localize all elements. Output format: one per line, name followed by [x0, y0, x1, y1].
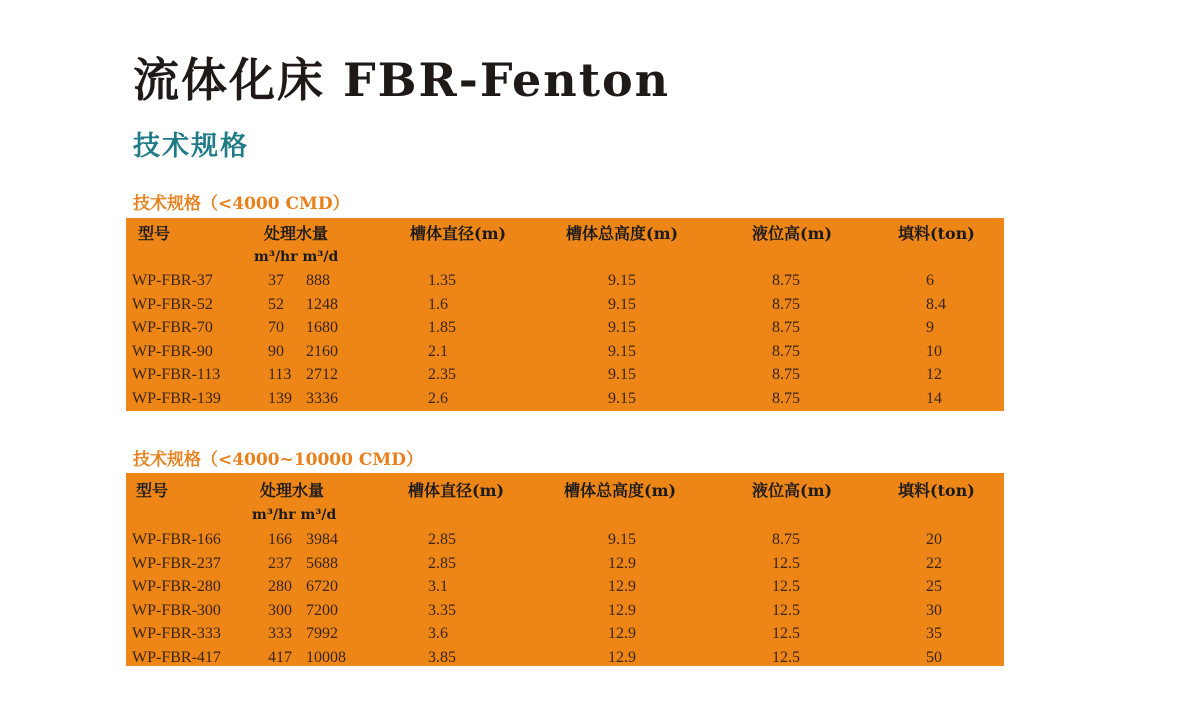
cell-flow-hr: 139: [268, 389, 292, 407]
cell-flow-d: 5688: [306, 554, 338, 572]
cell-diameter: 3.6: [428, 625, 448, 642]
table-row: [126, 600, 1004, 623]
page-title: 流体化床 FBR-Fenton: [133, 53, 671, 107]
section-subtitle: 技术规格: [133, 131, 249, 162]
cell-flow-d: 2712: [306, 366, 338, 383]
table-row: [126, 623, 1004, 646]
cell-model: WP-FBR-70: [132, 319, 213, 336]
cell-media: 14: [926, 389, 942, 407]
cell-liquid-level: 12.5: [772, 601, 800, 619]
table-row: [126, 270, 1004, 293]
cell-media: 35: [926, 625, 942, 642]
cell-media: 25: [926, 578, 942, 595]
table-2-heading: 技术规格（<4000~10000 CMD）: [133, 450, 423, 470]
table-row: [126, 647, 1004, 670]
table-row: [126, 576, 1004, 599]
col-header-flow-units: m³/hr m³/d: [252, 507, 337, 523]
cell-model: WP-FBR-280: [132, 578, 221, 595]
cell-total-height: 12.9: [608, 648, 636, 666]
cell-media: 20: [926, 531, 942, 548]
cell-media: 10: [926, 342, 942, 360]
cell-liquid-level: 8.75: [772, 342, 800, 360]
cell-media: 9: [926, 319, 934, 336]
cell-total-height: 9.15: [608, 531, 636, 548]
cell-liquid-level: 8.75: [772, 272, 800, 289]
cell-diameter: 2.85: [428, 554, 456, 572]
cell-diameter: 1.35: [428, 272, 456, 289]
cell-media: 30: [926, 601, 942, 619]
col-header-total-height: 槽体总高度(m): [564, 481, 677, 500]
col-header-liquid-level: 液位高(m): [752, 481, 833, 500]
cell-liquid-level: 8.75: [772, 295, 800, 313]
cell-flow-d: 3336: [306, 389, 338, 407]
cell-model: WP-FBR-37: [132, 272, 213, 289]
cell-total-height: 9.15: [608, 389, 636, 407]
col-header-diameter: 槽体直径(m): [410, 224, 507, 243]
cell-flow-d: 1680: [306, 319, 338, 336]
cell-diameter: 2.35: [428, 366, 456, 383]
cell-diameter: 3.1: [428, 578, 448, 595]
table-row: [126, 553, 1004, 576]
cell-flow-d: 6720: [306, 578, 338, 595]
cell-media: 50: [926, 648, 942, 666]
cell-liquid-level: 8.75: [772, 319, 800, 336]
table-row: [126, 317, 1004, 340]
spec-table-1: [126, 218, 1004, 411]
col-header-model: 型号: [136, 481, 169, 500]
cell-model: WP-FBR-417: [132, 648, 221, 666]
cell-model: WP-FBR-90: [132, 342, 213, 360]
cell-model: WP-FBR-237: [132, 554, 221, 572]
cell-diameter: 1.85: [428, 319, 456, 336]
cell-diameter: 2.1: [428, 342, 448, 360]
cell-flow-d: 888: [306, 272, 330, 289]
cell-liquid-level: 12.5: [772, 578, 800, 595]
cell-diameter: 2.85: [428, 531, 456, 548]
cell-total-height: 9.15: [608, 319, 636, 336]
cell-flow-hr: 333: [268, 625, 292, 642]
cell-flow-hr: 280: [268, 578, 292, 595]
cell-media: 22: [926, 554, 942, 572]
table-row: [126, 364, 1004, 387]
cell-media: 6: [926, 272, 934, 289]
cell-model: WP-FBR-52: [132, 295, 213, 313]
cell-liquid-level: 12.5: [772, 648, 800, 666]
col-header-flow: 处理水量: [264, 224, 329, 243]
table-row: [126, 388, 1004, 411]
cell-diameter: 3.85: [428, 648, 456, 666]
cell-media: 8.4: [926, 295, 946, 313]
cell-flow-hr: 52: [268, 295, 284, 313]
col-header-media: 填料(ton): [898, 481, 975, 500]
cell-flow-hr: 237: [268, 554, 292, 572]
cell-total-height: 9.15: [608, 342, 636, 360]
cell-flow-d: 7992: [306, 625, 338, 642]
cell-liquid-level: 8.75: [772, 531, 800, 548]
cell-flow-hr: 70: [268, 319, 284, 336]
cell-media: 12: [926, 366, 942, 383]
col-header-model: 型号: [138, 224, 171, 243]
cell-model: WP-FBR-300: [132, 601, 221, 619]
cell-flow-d: 10008: [306, 648, 346, 666]
cell-diameter: 2.6: [428, 389, 448, 407]
cell-diameter: 1.6: [428, 295, 448, 313]
cell-flow-hr: 417: [268, 648, 292, 666]
cell-total-height: 9.15: [608, 366, 636, 383]
table-row: [126, 294, 1004, 317]
cell-flow-d: 7200: [306, 601, 338, 619]
cell-flow-hr: 113: [268, 366, 292, 383]
cell-model: WP-FBR-139: [132, 389, 221, 407]
cell-model: WP-FBR-166: [132, 531, 221, 548]
col-header-total-height: 槽体总高度(m): [566, 224, 679, 243]
col-header-media: 填料(ton): [898, 224, 975, 243]
cell-diameter: 3.35: [428, 601, 456, 619]
cell-model: WP-FBR-333: [132, 625, 221, 642]
cell-total-height: 12.9: [608, 601, 636, 619]
cell-model: WP-FBR-113: [132, 366, 221, 383]
cell-liquid-level: 12.5: [772, 554, 800, 572]
spec-table-2: [126, 473, 1004, 666]
col-header-liquid-level: 液位高(m): [752, 224, 833, 243]
cell-flow-hr: 300: [268, 601, 292, 619]
col-header-diameter: 槽体直径(m): [408, 481, 505, 500]
cell-total-height: 12.9: [608, 625, 636, 642]
table-row: [126, 529, 1004, 552]
cell-total-height: 12.9: [608, 554, 636, 572]
cell-flow-hr: 90: [268, 342, 284, 360]
cell-flow-hr: 37: [268, 272, 284, 289]
col-header-flow: 处理水量: [260, 481, 325, 500]
table-1-heading: 技术规格（<4000 CMD）: [133, 194, 350, 214]
cell-flow-hr: 166: [268, 531, 292, 548]
table-row: [126, 341, 1004, 364]
cell-flow-d: 2160: [306, 342, 338, 360]
cell-liquid-level: 8.75: [772, 389, 800, 407]
cell-flow-d: 3984: [306, 531, 338, 548]
cell-liquid-level: 8.75: [772, 366, 800, 383]
cell-total-height: 9.15: [608, 272, 636, 289]
cell-liquid-level: 12.5: [772, 625, 800, 642]
col-header-flow-units: m³/hr m³/d: [254, 249, 339, 265]
cell-total-height: 12.9: [608, 578, 636, 595]
cell-flow-d: 1248: [306, 295, 338, 313]
cell-total-height: 9.15: [608, 295, 636, 313]
